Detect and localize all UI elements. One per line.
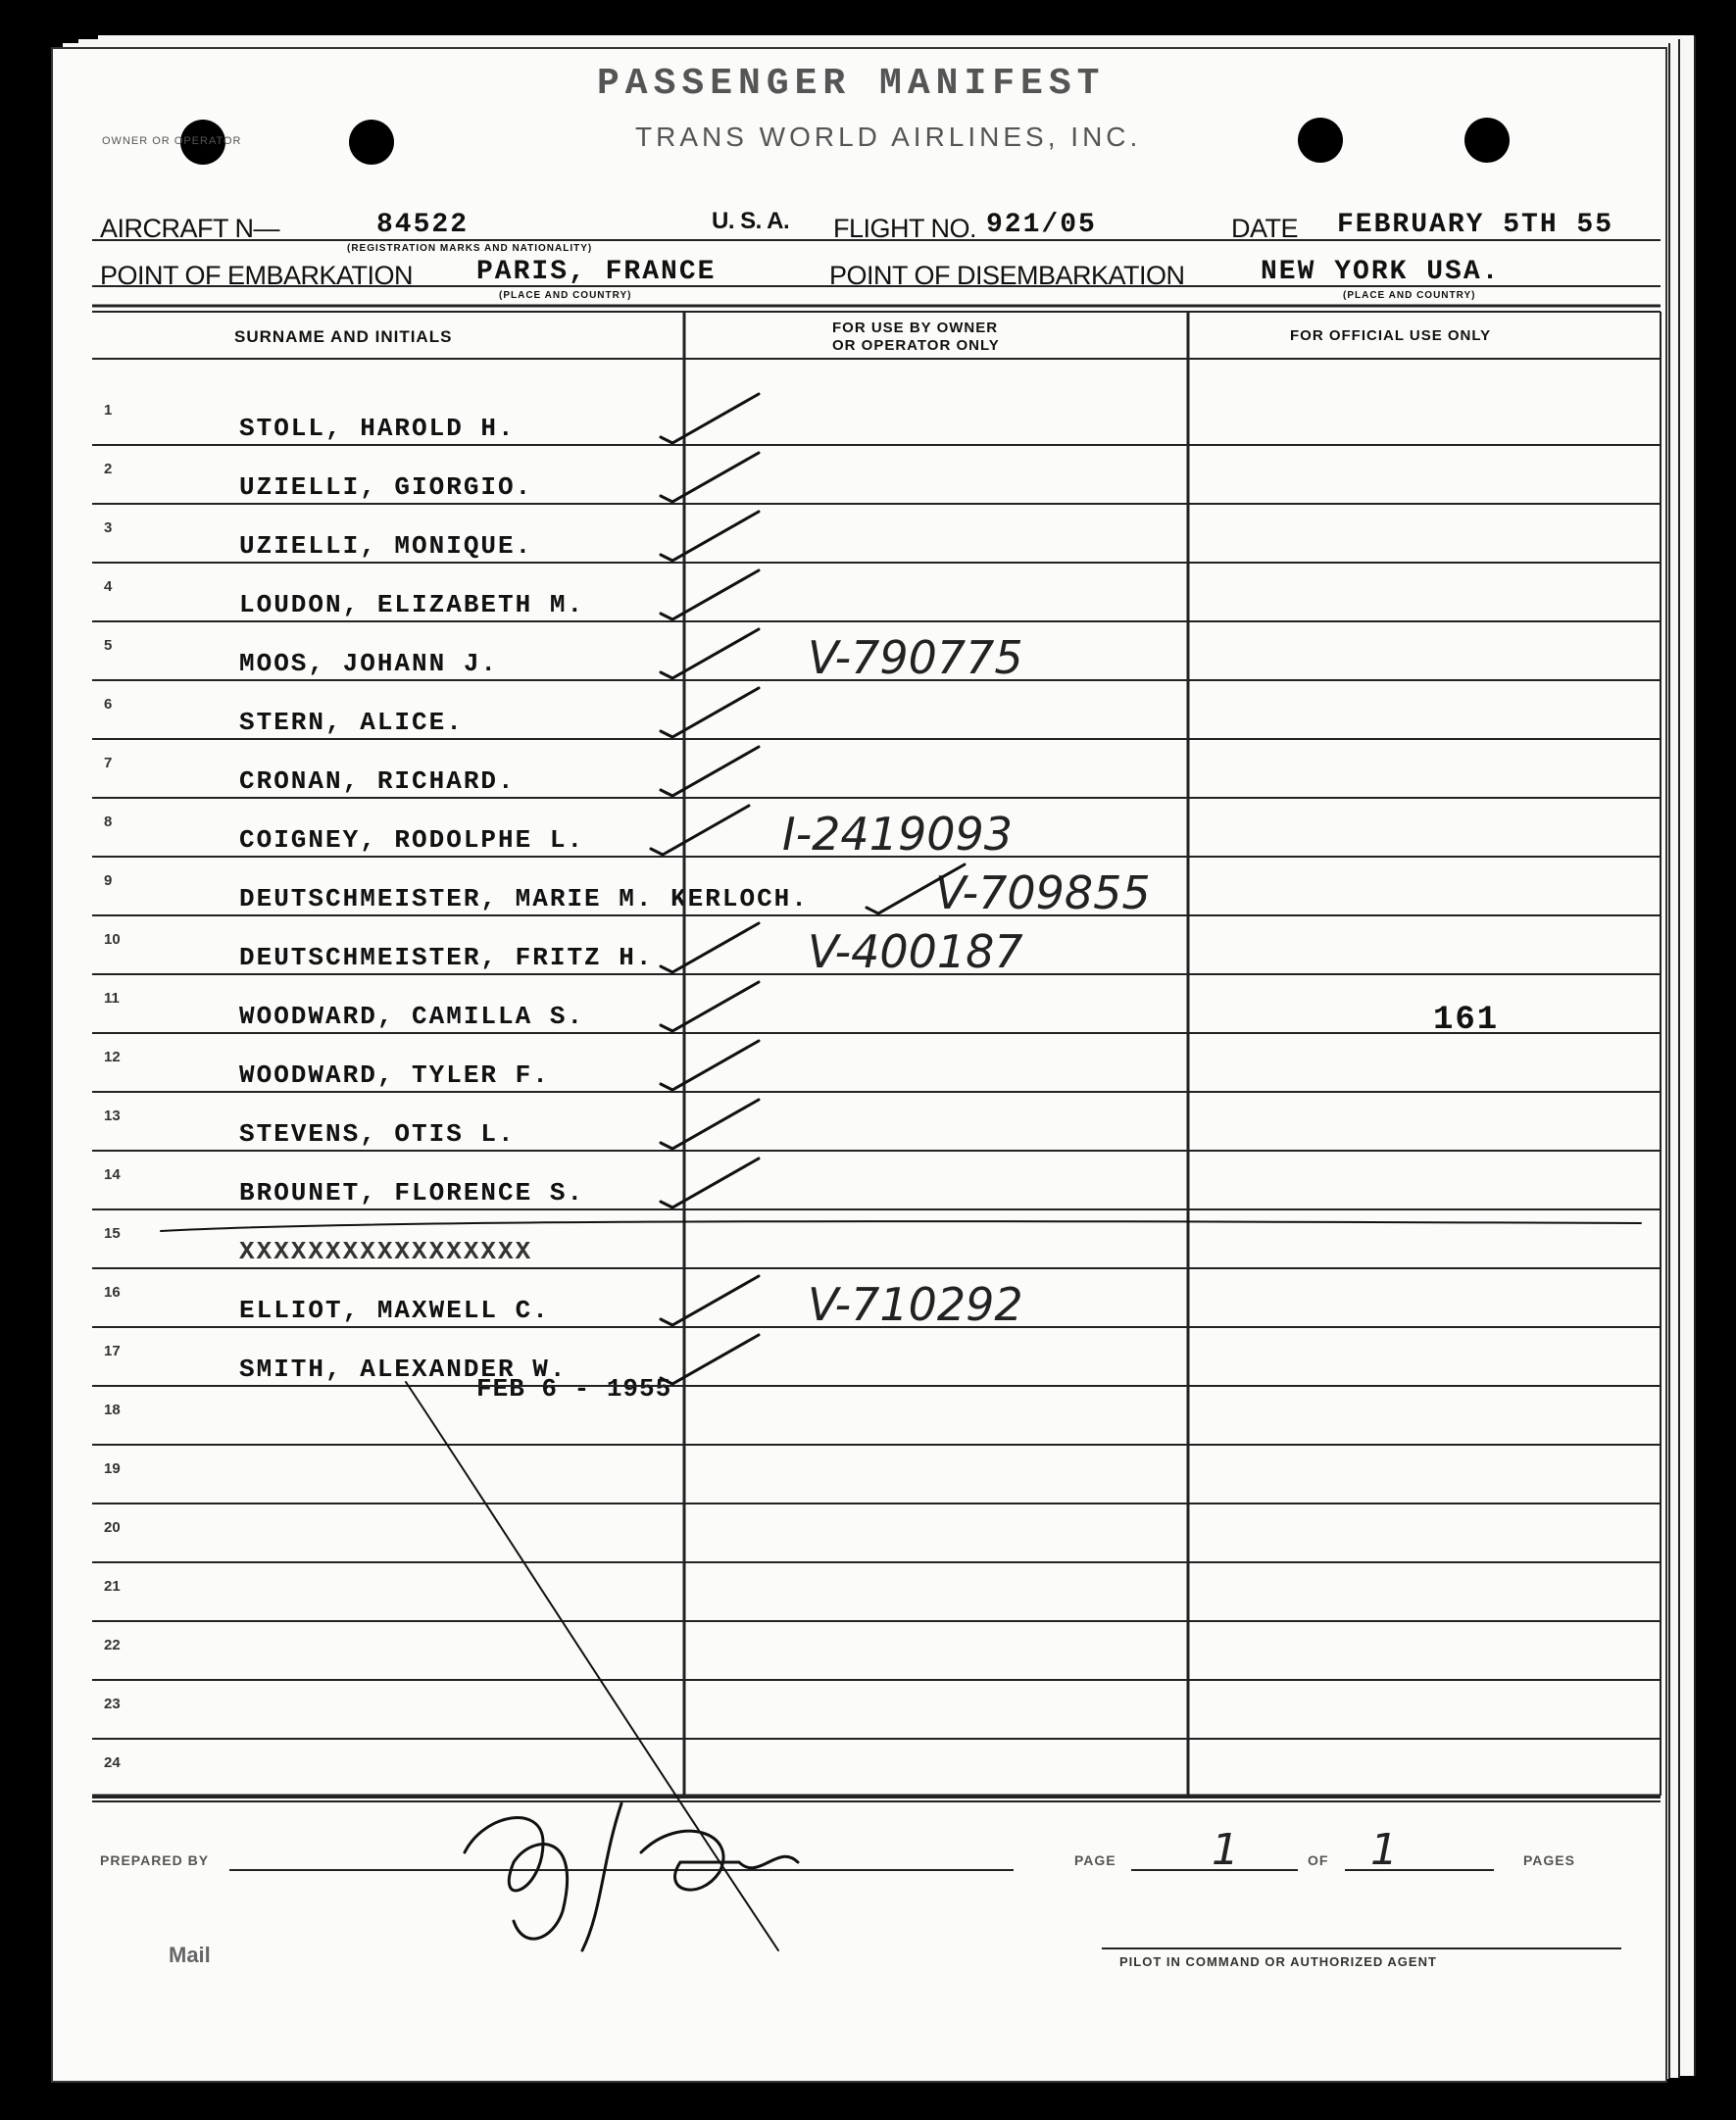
of-label: OF (1308, 1852, 1329, 1868)
visa-number: V-709855 (935, 866, 1151, 919)
passenger-name: UZIELLI, GIORGIO. (239, 472, 533, 502)
visa-number: I-2419093 (782, 808, 1014, 861)
country-label: U. S. A. (712, 208, 790, 234)
passenger-name: BROUNET, FLORENCE S. (239, 1178, 585, 1208)
passenger-name: MOOS, JOHANN J. (239, 649, 499, 678)
row-number: 19 (104, 1460, 121, 1477)
check-mark-icon (661, 747, 759, 796)
pilot-label: PILOT IN COMMAND OR AUTHORIZED AGENT (1119, 1954, 1437, 1969)
row-number: 21 (104, 1578, 121, 1595)
row-number: 11 (104, 990, 120, 1007)
check-mark-icon (661, 453, 759, 502)
row-number: 4 (104, 578, 113, 595)
check-mark-icon (661, 629, 759, 678)
check-mark-icon (661, 1159, 759, 1208)
embarkation-place-note: (PLACE AND COUNTRY) (499, 290, 632, 301)
visa-number: V-400187 (808, 925, 1023, 978)
check-mark-icon (661, 1041, 759, 1090)
passenger-name: WOODWARD, CAMILLA S. (239, 1002, 585, 1031)
row-number: 10 (104, 931, 121, 948)
row-number: 6 (104, 696, 113, 713)
check-mark-icon (661, 1335, 759, 1384)
received-date-stamp: FEB 6 - 1955 (476, 1374, 672, 1404)
row-number: 16 (104, 1284, 121, 1301)
passenger-name: STOLL, HAROLD H. (239, 414, 516, 443)
passenger-name: UZIELLI, MONIQUE. (239, 531, 533, 561)
passenger-name: DEUTSCHMEISTER, FRITZ H. (239, 943, 654, 972)
signature-icon (465, 1818, 568, 1940)
passenger-name: STERN, ALICE. (239, 708, 464, 737)
row-number: 9 (104, 872, 113, 889)
column-header-official: FOR OFFICIAL USE ONLY (1290, 327, 1492, 344)
row-number: 24 (104, 1754, 121, 1771)
embarkation-label: POINT OF EMBARKATION (100, 261, 414, 290)
row-number: 5 (104, 637, 113, 654)
signature-icon (582, 1803, 798, 1950)
page-label: PAGE (1074, 1852, 1116, 1868)
row-number: 20 (104, 1519, 121, 1536)
registration-note: (REGISTRATION MARKS AND NATIONALITY) (347, 243, 593, 254)
row-number: 14 (104, 1166, 121, 1183)
official-number: 161 (1433, 1002, 1500, 1039)
visa-number: V-790775 (808, 631, 1023, 684)
date-value: FEBRUARY 5TH 55 (1337, 210, 1614, 240)
of-value: 1 (1370, 1825, 1398, 1875)
pages-label: PAGES (1523, 1852, 1575, 1868)
prepared-by-label: PREPARED BY (100, 1852, 210, 1868)
row-number: 8 (104, 813, 113, 830)
disembarkation-label: POINT OF DISEMBARKATION (829, 261, 1185, 290)
aircraft-number: 84522 (376, 210, 470, 240)
check-mark-icon (661, 570, 759, 619)
flight-label: FLIGHT NO. (833, 214, 977, 243)
passenger-name: ELLIOT, MAXWELL C. (239, 1296, 550, 1325)
passenger-name: XXXXXXXXXXXXXXXXX (239, 1237, 533, 1266)
row-number: 18 (104, 1402, 121, 1418)
passenger-name: LOUDON, ELIZABETH M. (239, 590, 585, 619)
column-header-owner-line2: OR OPERATOR ONLY (832, 337, 1000, 354)
row-number: 7 (104, 755, 113, 771)
passenger-name: STEVENS, OTIS L. (239, 1119, 516, 1149)
check-mark-icon (661, 394, 759, 443)
row-number: 22 (104, 1637, 121, 1653)
column-header-owner-line1: FOR USE BY OWNER (832, 320, 999, 336)
check-mark-icon (651, 806, 749, 855)
strike-line (161, 1221, 1641, 1231)
passenger-name: COIGNEY, RODOLPHE L. (239, 825, 585, 855)
passenger-name: CRONAN, RICHARD. (239, 766, 516, 796)
check-mark-icon (661, 512, 759, 561)
aircraft-label: AIRCRAFT N— (100, 214, 280, 243)
column-header-name: SURNAME AND INITIALS (234, 327, 453, 346)
row-number: 3 (104, 519, 113, 536)
embarkation-value: PARIS, FRANCE (476, 257, 717, 287)
check-mark-icon (867, 864, 965, 913)
disembarkation-place-note: (PLACE AND COUNTRY) (1343, 290, 1476, 301)
airline-name: TRANS WORLD AIRLINES, INC. (635, 122, 1142, 152)
row-number: 12 (104, 1049, 121, 1065)
ink-layer (53, 49, 1665, 2081)
passenger-name: WOODWARD, TYLER F. (239, 1060, 550, 1090)
page-value: 1 (1212, 1825, 1239, 1875)
row-number: 1 (104, 402, 113, 419)
manifest-title: PASSENGER MANIFEST (597, 63, 1106, 105)
passenger-name: DEUTSCHMEISTER, MARIE M. KERLOCH. (239, 884, 809, 913)
check-mark-icon (661, 688, 759, 737)
flight-number: 921/05 (986, 210, 1097, 240)
check-mark-icon (661, 1100, 759, 1149)
owner-operator-label: OWNER OR OPERATOR (102, 135, 242, 147)
visa-number: V-710292 (808, 1278, 1023, 1331)
disembarkation-value: NEW YORK USA. (1261, 257, 1501, 287)
bottom-left-text: Mail (169, 1943, 211, 1967)
check-mark-icon (661, 923, 759, 972)
check-mark-icon (661, 982, 759, 1031)
row-number: 2 (104, 461, 113, 477)
row-number: 17 (104, 1343, 121, 1359)
manifest-sheet (51, 47, 1667, 2083)
passenger-name: SMITH, ALEXANDER W. (239, 1355, 568, 1384)
row-number: 23 (104, 1696, 121, 1712)
row-number: 15 (104, 1225, 121, 1242)
date-label: DATE (1231, 214, 1299, 243)
check-mark-icon (661, 1276, 759, 1325)
row-number: 13 (104, 1108, 121, 1124)
